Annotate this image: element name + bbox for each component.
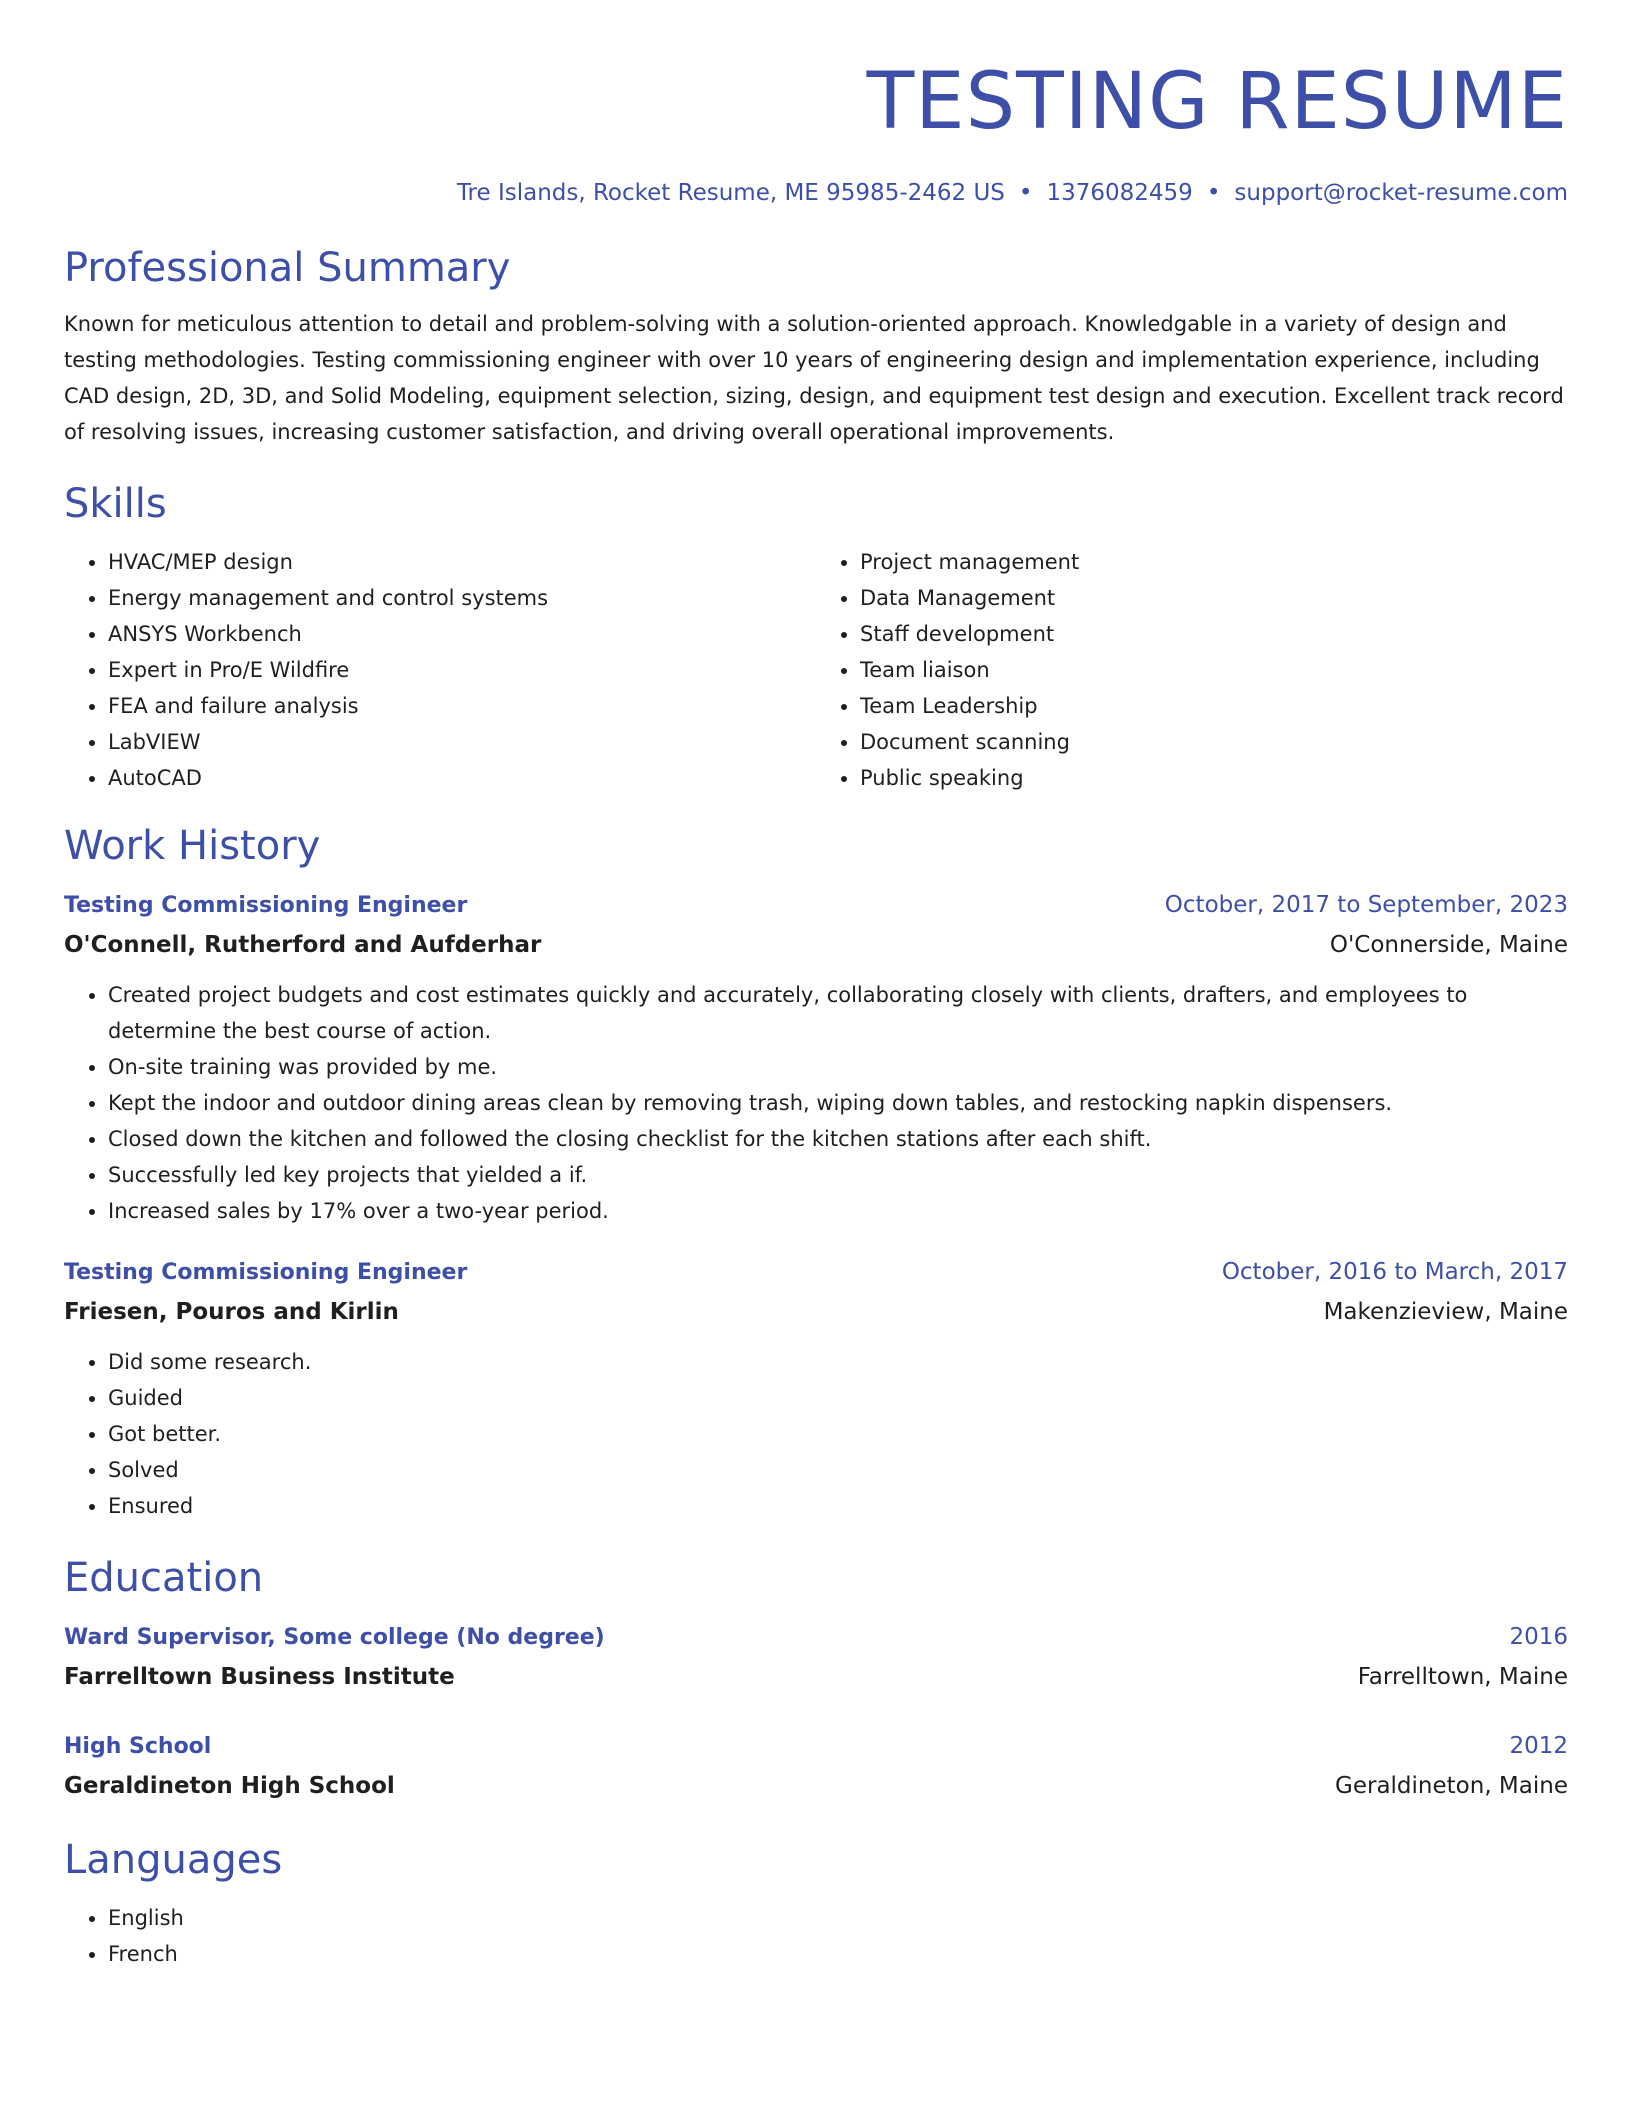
job-bullet: • Guided	[108, 1380, 1568, 1416]
skill-item: • Team Leadership	[860, 688, 1568, 724]
job-bullet: • Did some research.	[108, 1344, 1568, 1380]
section-heading: Education	[64, 1555, 264, 1601]
job-title: Testing Commissioning Engineer	[64, 893, 468, 918]
summary-text: Known for meticulous attention to detail and problem-solving with a solution-oriented approach. Knowledgable in a variety of design and testing methodologies. Testing commissioning engineer with over 10 years of engineering design and implementation experience, including CAD design, 2D, 3D, and Solid Modeling, equipment selection, sizing, design, and equipment test design and execution. Excellent track record of resolving issues, increasing customer satisfaction, and driving overall operational improvements.	[64, 312, 1564, 444]
education-entry	[64, 1727, 1568, 1806]
skill-item: • LabVIEW	[108, 724, 816, 760]
skill-item: • Staff development	[860, 616, 1568, 652]
skill-item: • FEA and failure analysis	[108, 688, 816, 724]
address: Tre Islands, Rocket Resume, ME 95985-2462 US	[456, 180, 1005, 206]
education-school: Geraldineton High School	[64, 1773, 395, 1799]
education-degree-row	[64, 1727, 1568, 1766]
section-heading: Languages	[64, 1837, 283, 1883]
languages-list	[64, 1900, 1568, 1972]
skill-item: • AutoCAD	[108, 760, 816, 796]
skill-item: • HVAC/MEP design	[108, 544, 816, 580]
skill-item: • Document scanning	[860, 724, 1568, 760]
education-year: 2012	[1509, 1733, 1568, 1759]
summary-section	[64, 240, 1568, 450]
job-location: Makenzieview, Maine	[1323, 1299, 1568, 1325]
work-history-section	[64, 818, 1568, 1524]
education-school-row	[64, 1657, 1568, 1697]
resume-header	[64, 0, 1568, 208]
job-title: Testing Commissioning Engineer	[64, 1260, 468, 1285]
education-entry	[64, 1618, 1568, 1697]
education-school: Farrelltown Business Institute	[64, 1664, 455, 1690]
skills-list-left	[64, 544, 816, 796]
skills-columns	[64, 544, 1568, 796]
language-item: • English	[108, 1900, 1568, 1936]
skill-item: • Expert in Pro/E Wildfire	[108, 652, 816, 688]
job-company: O'Connell, Rutherford and Aufderhar	[64, 932, 542, 958]
education-degree: Ward Supervisor, Some college (No degree)	[64, 1625, 605, 1650]
section-heading: Work History	[64, 823, 321, 869]
skills-list-right	[816, 544, 1568, 796]
job-bullet: • Closed down the kitchen and followed the closing checklist for the kitchen stations after each shift.	[108, 1121, 1568, 1157]
job-entry	[64, 886, 1568, 1229]
education-degree-row	[64, 1618, 1568, 1657]
job-bullet: • Kept the indoor and outdoor dining areas clean by removing trash, wiping down tables, and restocking napkin dispensers.	[108, 1085, 1568, 1121]
education-section	[64, 1550, 1568, 1806]
job-bullet: • On-site training was provided by me.	[108, 1049, 1568, 1085]
job-company: Friesen, Pouros and Kirlin	[64, 1299, 399, 1325]
job-dates: October, 2016 to March, 2017	[1221, 1259, 1568, 1285]
job-company-row	[64, 1292, 1568, 1332]
job-bullet: • Created project budgets and cost estimates quickly and accurately, collaborating closely with clients, drafters, and employees to determine the best course of action.	[108, 977, 1568, 1049]
separator-dot: •	[1018, 180, 1033, 206]
job-title-row	[64, 1253, 1568, 1292]
skill-item: • ANSYS Workbench	[108, 616, 816, 652]
job-bullets	[64, 1344, 1568, 1524]
separator-dot: •	[1206, 180, 1221, 206]
phone: 1376082459	[1046, 180, 1193, 206]
language-item: • French	[108, 1936, 1568, 1972]
skill-item: • Project management	[860, 544, 1568, 580]
job-bullet: • Increased sales by 17% over a two-year period.	[108, 1193, 1568, 1229]
skill-item: • Team liaison	[860, 652, 1568, 688]
skill-item: • Data Management	[860, 580, 1568, 616]
skills-section	[64, 476, 1568, 796]
education-degree: High School	[64, 1734, 212, 1759]
job-company-row	[64, 925, 1568, 965]
education-location: Farrelltown, Maine	[1357, 1664, 1568, 1690]
job-bullets	[64, 977, 1568, 1229]
education-location: Geraldineton, Maine	[1335, 1773, 1568, 1799]
skill-item: • Energy management and control systems	[108, 580, 816, 616]
job-dates: October, 2017 to September, 2023	[1164, 892, 1568, 918]
section-heading: Professional Summary	[64, 245, 511, 291]
languages-section	[64, 1832, 1568, 1972]
job-title-row	[64, 886, 1568, 925]
email: support@rocket-resume.com	[1234, 180, 1568, 206]
candidate-name: TESTING RESUME	[866, 57, 1568, 147]
section-heading: Skills	[64, 481, 167, 527]
education-year: 2016	[1509, 1624, 1568, 1650]
job-location: O'Connerside, Maine	[1329, 932, 1568, 958]
education-school-row	[64, 1766, 1568, 1806]
job-entry	[64, 1253, 1568, 1524]
job-bullet: • Got better.	[108, 1416, 1568, 1452]
job-bullet: • Ensured	[108, 1488, 1568, 1524]
skill-item: • Public speaking	[860, 760, 1568, 796]
job-bullet: • Successfully led key projects that yielded a if.	[108, 1157, 1568, 1193]
contact-line	[64, 178, 1568, 208]
job-bullet: • Solved	[108, 1452, 1568, 1488]
